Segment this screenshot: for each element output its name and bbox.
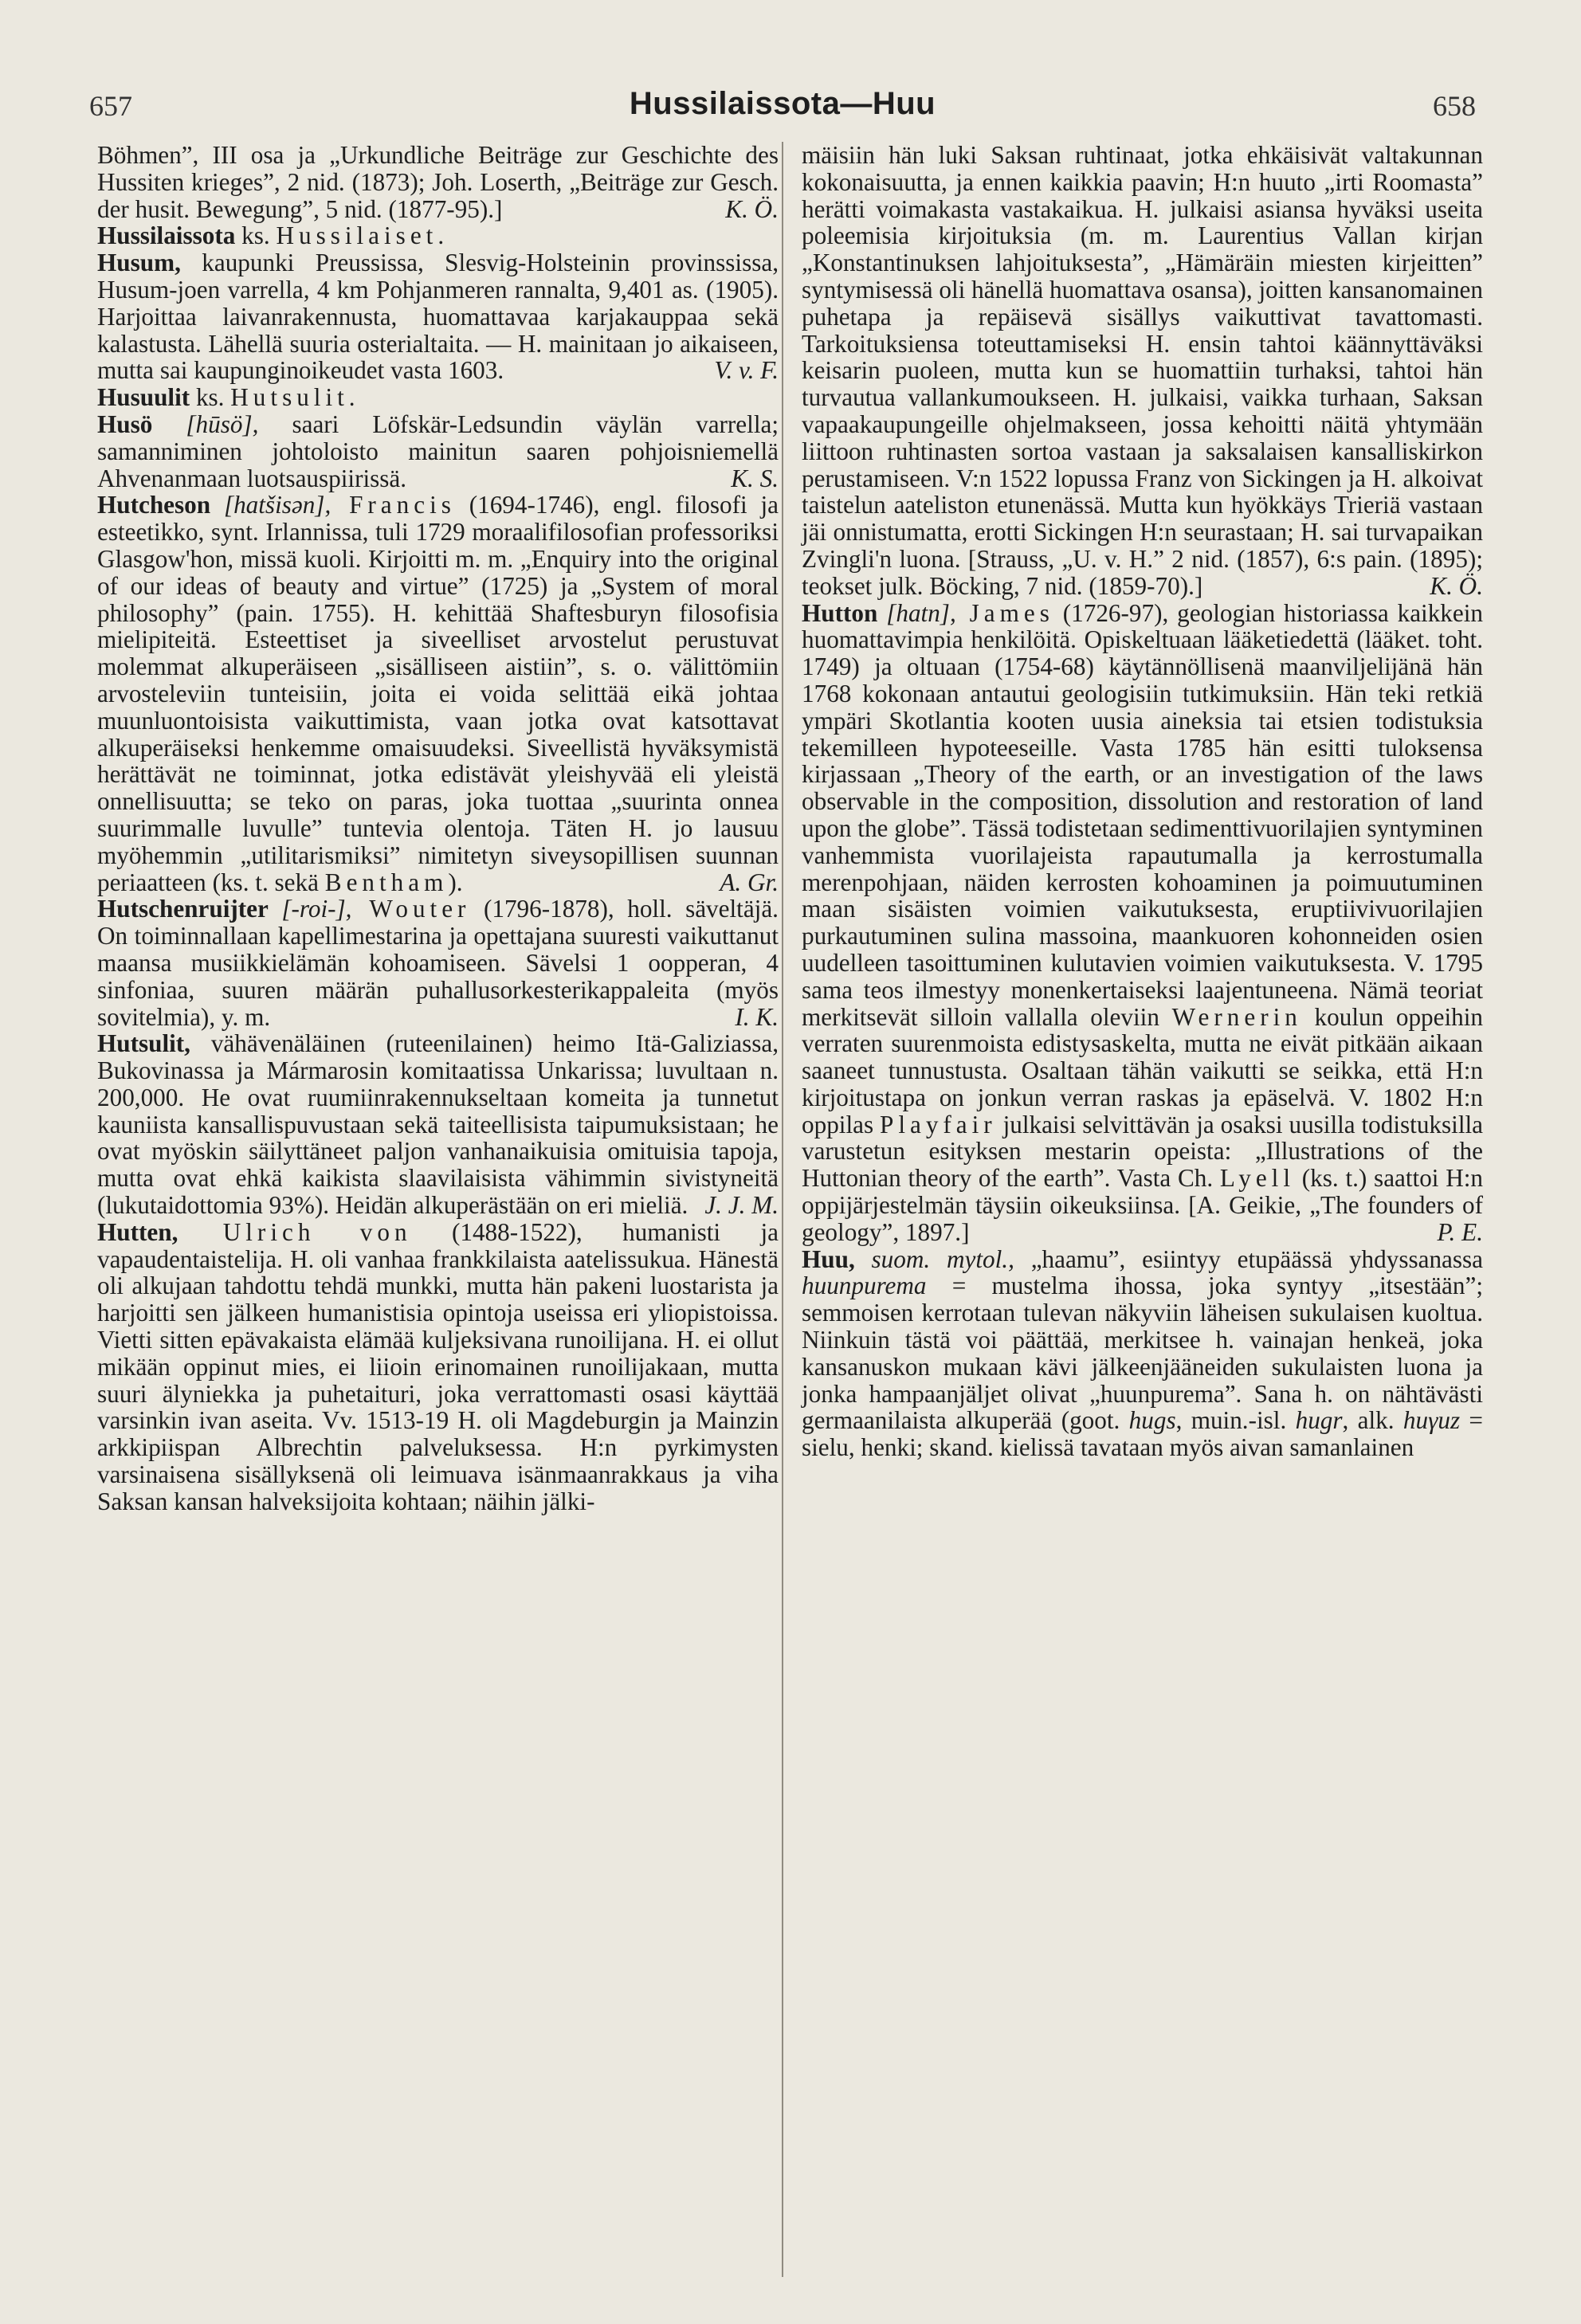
entry-text: vähävenäläinen (ruteenilainen) heimo Itä-Galiziassa, Bukovinassa ja Mármarosin komitaatissa Unkarissa; luvultaan n. 200,000. He ovat ruumiinrakennukseltaan komeita ja tunnetut kauniista kansallispuvustaan sekä taiteellisista taipumuksistaan; he ovat myöskin säilyttäneet paljon vanhanaikuisia omituisia tapoja, mutta ovat ehkä kaikista slaavilaisista vähimmin sivistyneitä (lukutaidottomia 93%). Heidän alkuperästään on eri mieliä.: [97, 1029, 779, 1220]
cross-reference: Hussilaiset: [276, 221, 438, 250]
author-signature: P. E.: [1437, 1217, 1483, 1246]
headword: Hutton: [802, 598, 878, 627]
entry-text: = mustelma ihossa, joka syntyy „itsestään”; semmoisen kerrotaan tulevan näkyviin läheisen sukulaisen kuoltua. Niinkuin tästä voi päättää, merkitsee h. vainajan henkeä, joka kansanuskon mukaan kävi jälkeenjääneiden sukulaisten luona ja jonka hampaanjäljet olivat „huunpurema”. Sana h. on nähtävästi germaanilaista alkuperää (goot.: [802, 1272, 1483, 1435]
entry-text: , muin.-isl.: [1175, 1406, 1296, 1435]
pronunciation: [hatšisən],: [210, 491, 332, 519]
entry-text: .: [348, 383, 355, 412]
pronunciation: [-roi-],: [268, 895, 352, 923]
pronunciation: [hūsö],: [152, 410, 259, 438]
author-signature: K. Ö.: [725, 194, 779, 223]
headword: Hutsulit,: [97, 1029, 190, 1058]
entry-hutsulit: [97, 1030, 779, 1219]
cross-reference: Bentham: [324, 868, 449, 896]
entry-text: = sielu, henki; skand. kielissä tavataan myös aivan samanlainen: [802, 1406, 1484, 1462]
entry-hutten-continued: [802, 142, 1483, 600]
headword: Hutschenruijter: [97, 895, 269, 923]
entry-hutten: [97, 1219, 779, 1515]
term: hugr: [1295, 1406, 1343, 1435]
first-name: Ulrich von: [178, 1217, 412, 1246]
author-signature: J. J. M.: [704, 1191, 779, 1220]
entry-text: , alk.: [1342, 1406, 1403, 1435]
entry-text: „haamu”, esiintyy etupäässä yhdyssanassa: [1014, 1244, 1483, 1273]
pronunciation: [hatn],: [877, 598, 956, 627]
entry-husuulit: [97, 384, 779, 411]
first-name: Francis: [331, 491, 456, 519]
page-header: [89, 86, 1476, 129]
entry-text: saari Löfskär-Ledsundin väylän varrella; samanniminen johtoloisto mainitun saaren pohjoisniemellä Ahvenanmaan luotsauspiirissä.: [97, 410, 779, 492]
entry-text: kaupunki Preussissa, Slesvig-Holsteinin provinssissa, Husum-joen varrella, 4 km Pohjanmeren rannalta, 9,401 as. (1905). Harjoittaa laivanrakennusta, huomattavaa karjakauppaa sekä kalastusta. Lähellä suuria osterialtaita. — H. mainitaan jo aikaiseen, mutta sai kaupunginoikeudet vasta 1603.: [97, 249, 779, 385]
headword: Husuulit: [97, 383, 190, 412]
entry-text: (1796-1878), holl. säveltäjä. On toiminnallaan kapellimestarina ja opettajana suuresti vaikuttanut maansa musiikkielämän kohoamiseen. Sävelsi 1 oopperan, 4 sinfoniaa, suuren määrän puhallusorkesterikappaleita (myös sovitelmia), y. m.: [97, 895, 779, 1031]
entry-text: julkaisi selvittävän ja osaksi uusilla todistuksilla varustetun esityksen mestarin opeista: „Illustrations of the Huttonian theory of the earth”. Vasta Ch.: [802, 1110, 1483, 1193]
headword: Huu,: [802, 1244, 855, 1273]
entry-text: .: [437, 221, 445, 250]
right-column: [802, 142, 1483, 1461]
headword: Husö: [97, 410, 153, 438]
headword: Husum,: [97, 249, 181, 277]
entry-text: (1488-1522), humanisti ja vapaudentaistelija. H. oli vanhaa frankkilaista aatelissukua. Hänestä oli alkujaan tahdottu tehdä munkki, mutta hän pakeni luostarista ja harjoitti sen jälkeen humanistisia opintoja useissa eri yliopistoissa. Vietti sitten epävakaista elämää kuljeksivana runoilijana. H. ei ollut mikään oppinut mies, ei liioin erinomainen runoilijakaan, mutta suuri älyniekka ja puhetaituri, joka verrattomasti osasi käyttää varsinkin ivan aseita. Vv. 1513-19 H. oli Magdeburgin ja Mainzin arkkipiispan Albrechtin palveluksessa. H:n pyrkimysten varsinaisena sisällyksenä oli leimuava isänmaanrakkaus ja viha Saksan kansan halveksijoita kohtaan; näihin jälki-: [97, 1217, 779, 1515]
headword: Hutcheson: [97, 491, 211, 519]
entry-text: ks.: [190, 383, 231, 412]
cross-reference: Hutsulit: [230, 383, 349, 412]
entry-hutcheson: [97, 492, 779, 896]
term: hugs: [1128, 1406, 1176, 1435]
entry-bohmen-bibliography: [97, 142, 779, 222]
left-column: [97, 142, 779, 1515]
entry-text: (1694-1746), engl. filosofi ja esteetikko, synt. Irlannissa, tuli 1729 moraalifilosofian professoriksi Glasgow'hon, missä kuoli. Kirjoitti m. m. „Enquiry into the original of our ideas of beauty and virtue” (1725) ja „System of moral philosophy” (pain. 1755). H. kehittää Shaftesburyn filosofisia mielipiteitä. Esteettiset ja siveelliset arvostelut perustuvat molemmat alkuperäiseen „sisälliseen aistiin”, s. o. välittömiin arvosteleviin tunteisiin, joita ei voida selittää eikä johtaa muunluontoisista vaikuttimista, vaan jotka ovat katsottavat alkuperäiseksi henkemme omaisuudeksi. Siveellistä hyväksymistä herättävät ne toiminnat, jotka edistävät yleishyvää eli yleistä onnellisuutta; se teko on paras, joka tuottaa „suurinta onnea suurimmalle luvulle” tuntevia olentoja. Täten H. jo lausuu myöhemmin „utilitarismiksi” nimitetyn siveysopillisen suunnan periaatteen (ks. t. sekä: [97, 491, 779, 896]
entry-hutton: [802, 600, 1483, 1246]
entry-text: (ks. t.) saattoi H:n oppijärjestelmän täysiin oikeuksiinsa. [A. Geikie, „The founders of geology”, 1897.]: [802, 1164, 1484, 1246]
entry-text: ks.: [235, 221, 277, 250]
cross-reference: Playfair: [879, 1110, 997, 1138]
entry-hutschenruijter: [97, 896, 779, 1030]
entry-huso: [97, 411, 779, 492]
column-divider: [782, 142, 783, 2277]
cross-reference: Wernerin: [1171, 1002, 1302, 1031]
subject-label: suom. mytol.,: [854, 1244, 1014, 1273]
running-title: Hussilaissota—Huu: [629, 86, 936, 121]
author-signature: K. Ö.: [1430, 571, 1483, 600]
headword: Hussilaissota: [97, 221, 236, 250]
entry-text: Böhmen”, III osa ja „Urkundliche Beiträge zur Geschichte des Hussiten krieges”, 2 nid. (1873); Joh. Loserth, „Beiträge zur Gesch. der husit. Bewegung”, 5 nid. (1877-95).]: [97, 141, 779, 223]
author-signature: I. K.: [735, 1002, 779, 1031]
cross-reference: Lyell: [1219, 1164, 1296, 1193]
author-signature: K. S.: [731, 464, 779, 492]
entry-text: koulun oppeihin verraten suurenmoista edistysaskelta, mutta ne eivät pitkään aikaan saaneet tunnustusta. Osaltaan tähän vaikutti se seikka, että H:n kirjoitustapa on jonkun verran raskas ja epäselvä. V. 1802 H:n oppilas: [802, 1002, 1483, 1138]
entry-husum: [97, 249, 779, 384]
entry-text: ).: [448, 868, 463, 896]
first-name: James: [955, 598, 1054, 627]
entry-text: mäisiin hän luki Saksan ruhtinaat, jotka ehkäisivät valtakunnan kokonaisuutta, ja ennen kaikkia paavin; H:n huuto „irti Roomasta” herätti voimakasta vastakaikua. H. julkaisi asiansa hyväksi useita poleemisia kirjoituksia (m. m. Laurentius Vallan kirjan „Konstantinuksen lahjoituksesta”, „Hämäräin miesten kirjeitten” syntymisessä oli hänellä huomattava osansa), joitten kansanomainen puhetapa ja repäisevä sisällys vaikuttivat tavattomasti. Tarkoituksiensa toteuttamiseksi H. ensin tahtoi käännyttäväksi keisarin puoleen, mutta kun se huomattiin turhaksi, tahtoi hän turvautua vallankumoukseen. H. julkaisi, vaikka turhaan, Saksan vapaakaupungeille ohjelmakseen, jossa kehoitti näitä yhtymään liittoon ruhtinasten sortoa vastaan ja saksalaisen kansalliskirkon perustamiseen. V:n 1522 lopussa Franz von Sickingen ja H. alkoivat taistelun aateliston etunenässä. Mutta kun hyökkäys Trieriä vastaan jäi onnistumatta, erotti Sickingen H:n seurastaan; H. sai turvapaikan Zvingli'n luona. [Strauss, „U. v. H.” 2 nid. (1857), 6:s pain. (1895); teokset julk. Böcking, 7 nid. (1859-70).]: [802, 141, 1483, 600]
first-name: Wouter: [351, 895, 471, 923]
term: huunpurema: [802, 1272, 927, 1300]
author-signature: V. v. F.: [714, 356, 779, 385]
entry-hussilaissota: [97, 222, 779, 249]
author-signature: A. Gr.: [720, 868, 779, 896]
headword: Hutten,: [97, 1217, 178, 1246]
page-number-right: 658: [1433, 90, 1476, 122]
entry-text: (1726-97), geologian historiassa kaikkein huomattavimpia henkilöitä. Opiskeltuaan lääketiedettä (lääket. toht. 1749) ja oltuaan (1754-68) käytännöllisenä maanviljelijänä hän 1768 kokonaan antautui geologisiin tutkimuksiin. Hän teki retkiä ympäri Skotlantia kooten uusia aineksia tai etsien todistuksia tekemilleen hypoteeseille. Vasta 1785 hän esitti tuloksensa kirjassaan „Theory of the earth, or an investigation of the laws observable in the composition, dissolution and restoration of land upon the globe”. Tässä todistetaan sedimenttivuorilajien syntyminen vanhemmista vuorilajeista rapautumalla ja kerrostumalla merenpohjaan, näiden kerrosten kohoaminen ja poimuutuminen maan sisäisten voimien vaikutuksesta, eruptiivivuorilajien purkautuminen sulina massoina, maankuoren kohonneiden osien uudelleen tasoittuminen kulutavien voimien vaikutuksesta. V. 1795 sama teos ilmestyy monenkertaiseksi laajentuneena. Nämä teoriat merkitsevät silloin vallalla oleviin: [802, 598, 1484, 1031]
page-number-left: 657: [89, 90, 132, 122]
term: huγuz: [1402, 1406, 1461, 1435]
entry-huu: [802, 1246, 1483, 1461]
